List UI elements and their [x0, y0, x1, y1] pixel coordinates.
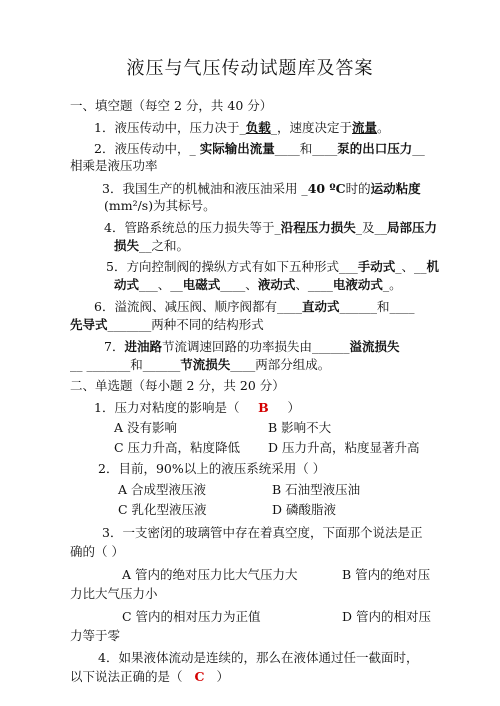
choice-option-a: A 合成型液压液 — [118, 482, 207, 497]
answer-text: 溢流损失 — [349, 339, 400, 354]
question-text: _及__ — [355, 220, 387, 235]
choice-option-b: B 石油型液压油 — [272, 482, 361, 497]
question-text: __ — [412, 141, 425, 156]
choice-option-d: D 管内的相对压 — [342, 609, 431, 624]
question-text: 时的 — [345, 181, 371, 196]
answer-text: 电磁式 — [182, 277, 221, 292]
answer-text: 沿程压力损失 — [280, 220, 356, 235]
question-text: ____、 — [220, 277, 258, 292]
choice-option-d-cont: 力等于零 — [70, 628, 121, 643]
question-text: _，速度决定于 — [270, 120, 352, 135]
question-text: 1．液压传动中，压力决于_ — [94, 120, 246, 135]
choice-option-b-cont: 力比大气压力小 — [70, 586, 158, 601]
choice-option-b: B 影响不大 — [268, 420, 332, 435]
answer-text: 负载 — [245, 120, 271, 135]
choice-question-3: 3．一支密闭的玻璃管中存在着真空度，下面那个说法是正 — [102, 525, 423, 540]
question-text: ____两部分组成。 — [230, 357, 331, 372]
fill-question-4-cont — [114, 237, 189, 255]
document-title: 液压与气压传动试题库及答案 — [126, 58, 374, 79]
question-text: 。 — [377, 120, 390, 135]
question-text: 6．溢流阀、减压阀、顺序阀都有____ — [94, 299, 302, 314]
fill-question-2-cont: 相乘是液压功率 — [70, 158, 158, 173]
answer-text: 直动式 — [301, 299, 340, 314]
choice-option-d: D 压力升高，粘度显著升高 — [268, 440, 420, 455]
question-text: 节流调速回路的功率损失由______ — [161, 339, 350, 354]
answer-mark: B — [258, 400, 269, 415]
section-heading-single-choice: 二、单选题（每小题 2 分，共 20 分） — [70, 378, 285, 393]
answer-text: 运动粘度 — [370, 181, 421, 196]
fill-question-6 — [94, 298, 415, 316]
choice-option-c: C 乳化型液压液 — [118, 502, 207, 517]
choice-option-d: D 磷酸脂液 — [272, 502, 336, 517]
question-text: 2．液压传动中，_ — [94, 141, 200, 156]
question-text: 3．我国生产的机械油和液压油采用 _ — [102, 181, 308, 196]
choice-question-4-cont — [70, 668, 229, 686]
question-text: _、__ — [395, 259, 427, 274]
section-heading-fill-blank: 一、填空题（每空 2 分，共 40 分） — [70, 98, 273, 113]
answer-text: 动式 — [114, 277, 140, 292]
choice-option-b: B 管内的绝对压 — [342, 567, 431, 582]
choice-question-3-cont: 确的（ ） — [70, 544, 124, 559]
answer-text: 液动式 — [257, 277, 296, 292]
answer-text: 先导式 — [70, 317, 108, 332]
question-text: 7． — [104, 339, 125, 354]
question-text: _。 — [382, 277, 402, 292]
fill-question-1 — [94, 119, 390, 137]
answer-text: 泵的出口压力 — [337, 141, 413, 156]
question-text: 4．管路系统总的压力损失等于_ — [104, 220, 281, 235]
question-text: 、____ — [295, 277, 333, 292]
answer-text: 局部压力 — [387, 220, 438, 235]
fill-question-6-cont — [70, 316, 264, 334]
question-text: ______和____ — [339, 299, 415, 314]
choice-option-a: A 管内的绝对压力比大气压力大 — [122, 567, 298, 582]
choice-question-2: 2．目前，90%以上的液压系统采用（ ） — [98, 461, 326, 476]
fill-question-5 — [106, 258, 439, 276]
fill-question-3 — [102, 180, 421, 198]
answer-mark: C — [194, 669, 205, 684]
question-text: 5．方向控制阀的操纵方式有如下五种形式___ — [106, 259, 358, 274]
answer-text: 流量 — [352, 120, 378, 135]
choice-option-c: C 管内的相对压力为正值 — [122, 609, 261, 624]
answer-text: 节流损失 — [180, 357, 231, 372]
fill-question-3-cont: (mm²/s)为其标号。 — [104, 198, 216, 213]
fill-question-7-cont — [70, 356, 330, 374]
choice-option-a: A 没有影响 — [114, 420, 178, 435]
answer-text: 手动式 — [357, 259, 396, 274]
fill-question-4 — [104, 219, 437, 237]
answer-text: 进油路 — [124, 339, 162, 354]
answer-text: 电液动式 — [332, 277, 383, 292]
question-text: ） — [216, 669, 230, 684]
choice-question-1 — [94, 399, 300, 417]
fill-question-2 — [94, 140, 425, 158]
choice-question-4: 4．如果液体流动是连续的，那么在液体通过任一截面时， — [98, 650, 419, 665]
choice-option-c: C 压力升高，粘度降低 — [114, 440, 241, 455]
question-text: 以下说法正确的是（ — [70, 669, 183, 684]
fill-question-5-cont — [114, 276, 402, 294]
question-text: __ _______和______ — [70, 357, 181, 372]
question-text: ） — [287, 400, 300, 415]
question-text: ____和____ — [274, 141, 338, 156]
answer-text: 损失 — [114, 238, 140, 253]
question-text: 1．压力对粘度的影响是（ — [94, 400, 240, 415]
fill-question-7 — [104, 338, 400, 356]
answer-text: 40 ºC — [307, 181, 346, 196]
question-text: _______两种不同的结构形式 — [107, 317, 264, 332]
question-text: __之和。 — [139, 238, 190, 253]
question-text: ___、__ — [139, 277, 183, 292]
answer-text: 机 — [426, 259, 440, 274]
answer-text: 实际输出流量 — [199, 141, 275, 156]
